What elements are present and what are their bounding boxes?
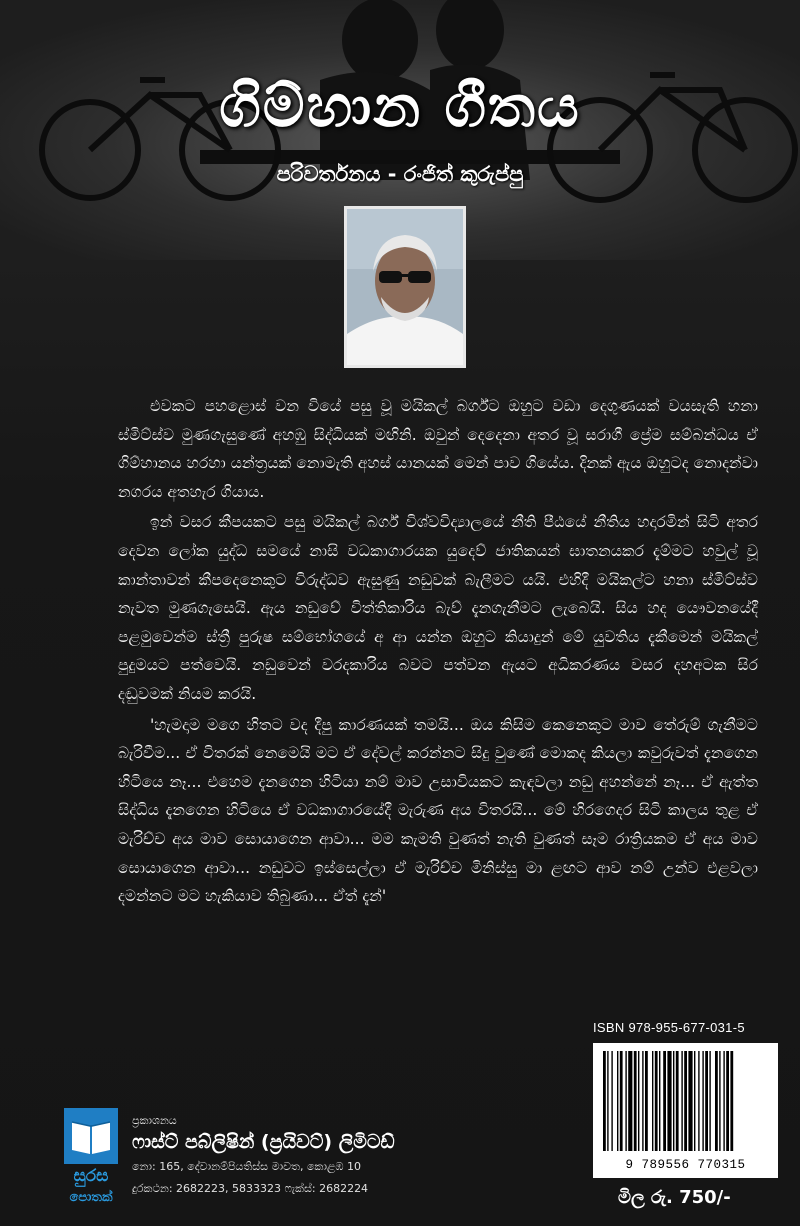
price-label: මිල රු. 750/- — [618, 1187, 731, 1208]
barcode-digits: 9 789556 770315 — [625, 1158, 746, 1172]
blurb-quote: 'හැමදාම මගෙ හිතට වද දීපු කාරණයක් තමයි... ඔය කිසිම කෙනෙකුට මාව තේරුම් ගැනීමට බැරිවීම... ඒ විතරක් නෙමෙයි මට ඒ දේවල් කරන්නට සිදු වුණේ මොකද කියලා කවුරුවත් දැනගෙන හිටියෙ නෑ... එහෙම දැනගෙන හිටියා නම් මාව උසාවියකට කැඳවලා නඩු අහන්නේ නෑ... ඒ ඇත්ත සිද්ධිය දැනගෙන හිටියෙ ඒ වධකාගාරයේදී මැරුණ අය විතරයි... මේ හිරගෙදර සිටි කාලය තුළ ඒ මැරිච්ච අය මාව සොයාගෙන ආවා... මම කැමති වුණත් නැති වුණත් සෑම රාත්‍රියකම ඒ අය මාව සොයාගෙන ආවා... නඩුවට ඉස්සෙල්ලා ඒ මැරිච්ච මිනිස්සු මා ළඟට ආව නම් උන්ව එළවලා දමන්නට මට හැකියාව තිබුණා... ඒත් දැන්' — [118, 715, 758, 906]
publisher-address: නො: 165, දේවානම්පියතිස්ස මාවත, කොළඹ 10 — [132, 1160, 362, 1173]
isbn-number: ISBN 978-955-677-031-5 — [593, 1020, 745, 1035]
book-icon — [64, 1108, 118, 1164]
author-photo — [344, 206, 466, 368]
blurb-paragraph-1: එවකට පහළොස් වන වියේ පසු වූ මයිකල් බර්ග්ට ඔහුට වඩා දෙගුණයක් වයසැති හනා ස්මිට්ස්ව මුණගැසුණේ අහඹු සිද්ධියක් මඟිනි. ඔවුන් දෙදෙනා අතර වූ සරාගී ප්‍රේම සම්බන්ධය ඒ ගිම්හානය හරහා යන්ත්‍රයක් නොමැති අහස් යානයක් මෙන් පාව ගියේය. දිනක් ඇය ඔහුටද නොදන්වා නගරය අතහැර ගියාය. — [118, 397, 758, 501]
isbn-barcode — [593, 1043, 778, 1178]
book-title: ගිම්හාන ගීතය — [219, 72, 581, 140]
blurb-text — [118, 392, 758, 913]
barcode-bars — [593, 1043, 778, 1155]
publisher-name: ෆාස්ට් පබ්ලිෂින් (ප්‍රයිවට්) ලිමිටඩ් — [132, 1131, 395, 1153]
publisher-logo — [64, 1108, 118, 1216]
logo-word-surasa: සුරස — [73, 1166, 109, 1186]
translator-credit: පරිවර්තනය - රංජිත් කුරුප්පු — [276, 162, 524, 186]
publisher-phone: දුරකථන: 2682223, 5833323 ෆැක්ස්: 2682224 — [132, 1182, 369, 1195]
logo-word-pothak: පොතක් — [69, 1190, 113, 1205]
publisher-label: ප්‍රකාශනය — [132, 1114, 177, 1127]
blurb-paragraph-2: ඉන් වසර කීපයකට පසු මයිකල් බර්ග් විශ්වවිද්‍යාලයේ නීති පීඨයේ නීතිය හදාරමින් සිටි අතර දෙවන ලෝක යුද්ධ සමයේ නාසි වධකාගාරයක යුදෙව් ජාතිකයන් ඝාතනයකර දැම්මට හවුල් වූ කාන්තාවන් කීපදෙනෙකුට විරුද්ධව ඇසුණු නඩුවක් බැලීමට යයි. එහිදී මයිකල්ට හනා ස්මිට්ස්ව නැවත මුණගැසෙයි. ඇය නඩුවේ විත්තිකාරිය බැව් දැනගැනීමට ලැබෙයි. සිය හද යෞවනයේදී පළමුවෙන්ම ස්ත්‍රී පුරුෂ සම්භෝගයේ අ ආ යන්න ඔහුට කියාදුන් මේ යුවතිය දැකීමෙන් මයිකල් පුදුමයට පත්වෙයි. නඩුවෙන් වරදකාරිය බවට පත්වන ඇයට අධිකරණය වසර දහඅටක සිර දඬුවමක් නියම කරයි. — [118, 513, 758, 703]
